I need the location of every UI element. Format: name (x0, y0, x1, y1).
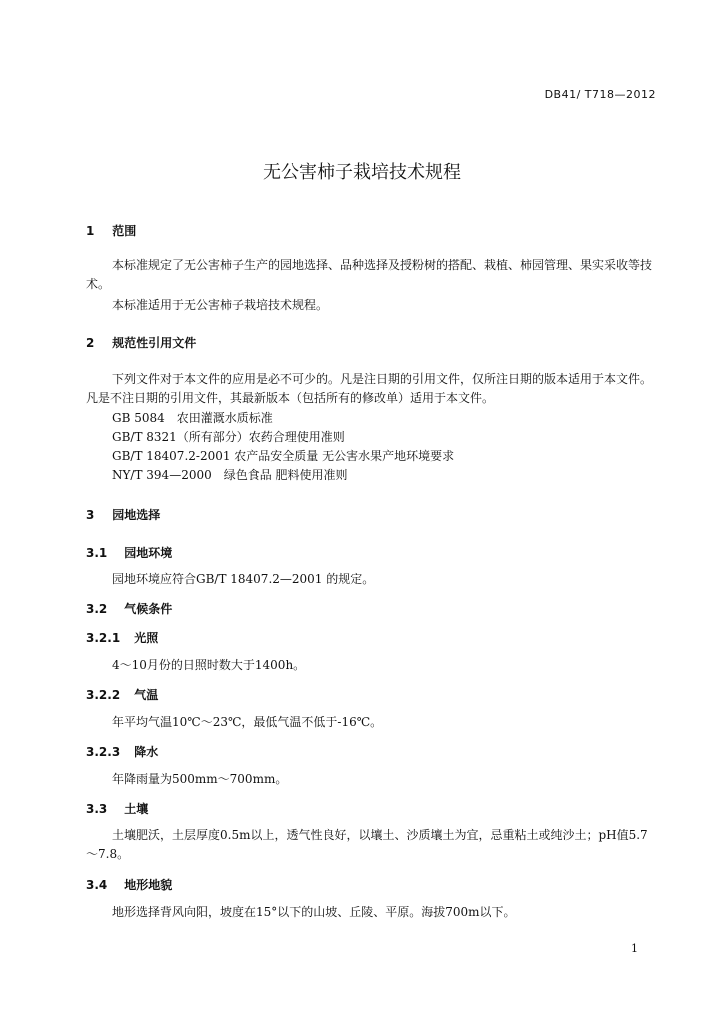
section-title: 规范性引用文件 (112, 336, 197, 350)
sunshine-text: 4～10月份的日照时数大于1400h。 (112, 658, 306, 672)
section-number: 3.2.1 (86, 631, 121, 645)
reference-item: GB 5084 农田灌溉水质标准 (112, 411, 273, 425)
subsection-heading-3-2-1 (86, 629, 158, 646)
references-intro-paragraph: 下列文件对于本文件的应用是必不可少的。凡是注日期的引用文件，仅所注日期的版本适用于本文件。凡是不注日期的引用文件，其最新版本（包括所有的修改单）适用于本文件。 (86, 372, 653, 405)
section-number: 3.1 (86, 546, 108, 560)
section-title: 土壤 (124, 802, 149, 816)
scope-paragraph-2: 本标准适用于无公害柿子栽培技术规程。 (112, 298, 329, 312)
section-number: 3.3 (86, 802, 108, 816)
section-number: 3.2 (86, 602, 108, 616)
section-number: 3 (86, 508, 95, 522)
section-title: 降水 (134, 745, 159, 759)
subsection-heading-3-3 (86, 800, 148, 817)
soil-text: 土壤肥沃，土层厚度0.5m以上，透气性良好，以壤土、沙质壤土为宜，忌重粘土或纯沙土；pH值5.7～7.8。 (86, 828, 648, 861)
standard-code: DB41/ T718—2012 (544, 88, 656, 101)
section-title: 气温 (134, 688, 159, 702)
subsection-heading-3-4 (86, 876, 172, 893)
section-title: 地形地貌 (124, 878, 173, 892)
document-title: 无公害柿子栽培技术规程 (263, 162, 461, 183)
section-heading-2 (86, 334, 196, 351)
reference-item: NY/T 394—2000 绿色食品 肥料使用准则 (112, 468, 348, 482)
section-title: 园地选择 (112, 508, 161, 522)
section-number: 2 (86, 336, 95, 350)
section-heading-1 (86, 222, 136, 239)
section-title: 光照 (134, 631, 159, 645)
reference-item: GB/T 18407.2-2001 农产品安全质量 无公害水果产地环境要求 (112, 449, 455, 463)
site-environment-text: 园地环境应符合GB/T 18407.2—2001 的规定。 (112, 572, 375, 586)
section-number: 3.4 (86, 878, 108, 892)
reference-item: GB/T 8321（所有部分）农药合理使用准则 (112, 430, 345, 444)
section-number: 3.2.2 (86, 688, 121, 702)
section-number: 1 (86, 224, 95, 238)
section-number: 3.2.3 (86, 745, 121, 759)
section-title: 园地环境 (124, 546, 173, 560)
section-heading-3 (86, 506, 160, 523)
scope-paragraph-1: 本标准规定了无公害柿子生产的园地选择、品种选择及授粉树的搭配、栽植、柿园管理、果实采收等技术。 (86, 258, 653, 291)
precipitation-text: 年降雨量为500mm～700mm。 (112, 772, 288, 786)
subsection-heading-3-2-2 (86, 686, 158, 703)
temperature-text: 年平均气温10℃～23℃，最低气温不低于-16℃。 (112, 715, 383, 729)
topography-text: 地形选择背风向阳，坡度在15°以下的山坡、丘陵、平原。海拔700m以下。 (112, 905, 516, 919)
section-title: 范围 (112, 224, 137, 238)
subsection-heading-3-2 (86, 600, 172, 617)
subsection-heading-3-2-3 (86, 743, 158, 760)
section-title: 气候条件 (124, 602, 173, 616)
subsection-heading-3-1 (86, 544, 172, 561)
page-number: 1 (631, 942, 638, 955)
